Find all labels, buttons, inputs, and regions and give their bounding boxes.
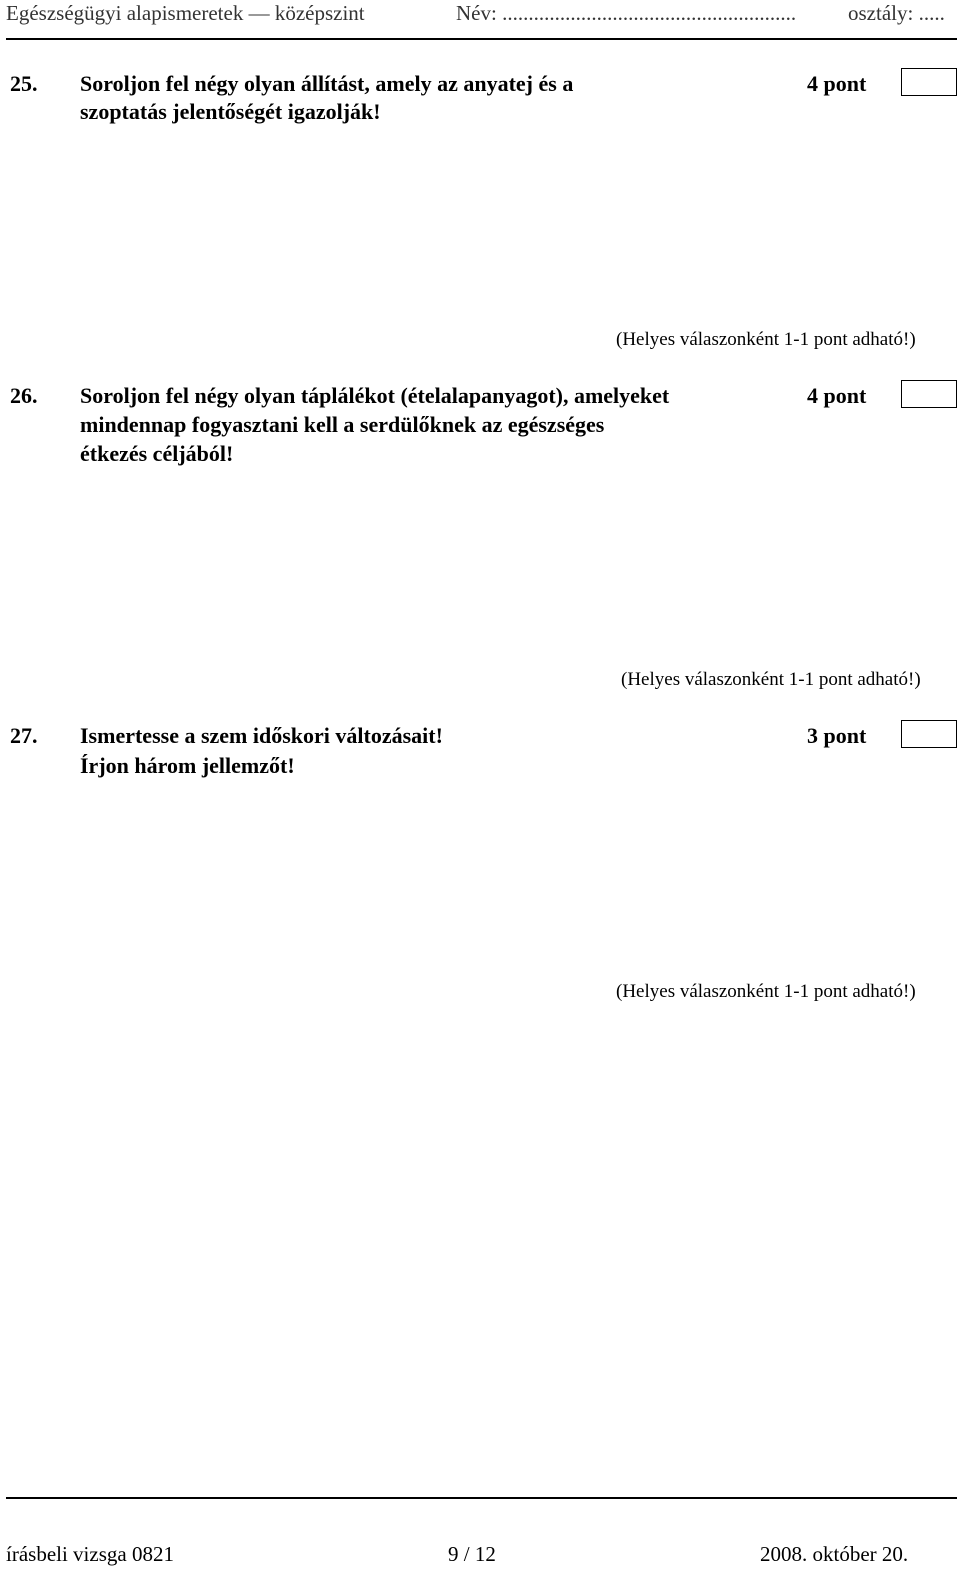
footer-page-number: 9 / 12: [448, 1542, 496, 1566]
score-box[interactable]: [901, 380, 957, 408]
question-text-line: Ismertesse a szem időskori változásait!: [80, 723, 443, 748]
question-text-line: szoptatás jelentőségét igazolják!: [80, 99, 381, 124]
scoring-note: (Helyes válaszonként 1-1 pont adható!): [621, 669, 921, 690]
question-number: 27.: [10, 723, 38, 748]
header-name-label: Név: ........................................................: [456, 1, 797, 25]
footer-divider: [6, 1497, 957, 1499]
question-number: 25.: [10, 71, 38, 96]
question-text-line: mindennap fogyasztani kell a serdülőknek az egészséges: [80, 412, 605, 437]
question-points: 3 pont: [807, 723, 867, 748]
question-text-line: Soroljon fel négy olyan állítást, amely az anyatej és a: [80, 71, 574, 96]
header-subject: Egészségügyi alapismeretek — középszint: [6, 1, 365, 25]
header-divider: [6, 38, 957, 40]
scoring-note: (Helyes válaszonként 1-1 pont adható!): [616, 329, 916, 350]
footer-exam: írásbeli vizsga 0821: [6, 1542, 174, 1566]
question-points: 4 pont: [807, 383, 867, 408]
header-class-label: osztály: .....: [848, 1, 945, 25]
score-box[interactable]: [901, 720, 957, 748]
question-number: 26.: [10, 383, 38, 408]
question-text-line: Írjon három jellemzőt!: [80, 753, 295, 778]
score-box[interactable]: [901, 68, 957, 96]
question-points: 4 pont: [807, 71, 867, 96]
footer-date: 2008. október 20.: [760, 1542, 909, 1566]
question-text-line: étkezés céljából!: [80, 441, 234, 466]
question-text-line: Soroljon fel négy olyan táplálékot (ételalapanyagot), amelyeket: [80, 383, 670, 408]
scoring-note: (Helyes válaszonként 1-1 pont adható!): [616, 981, 916, 1002]
